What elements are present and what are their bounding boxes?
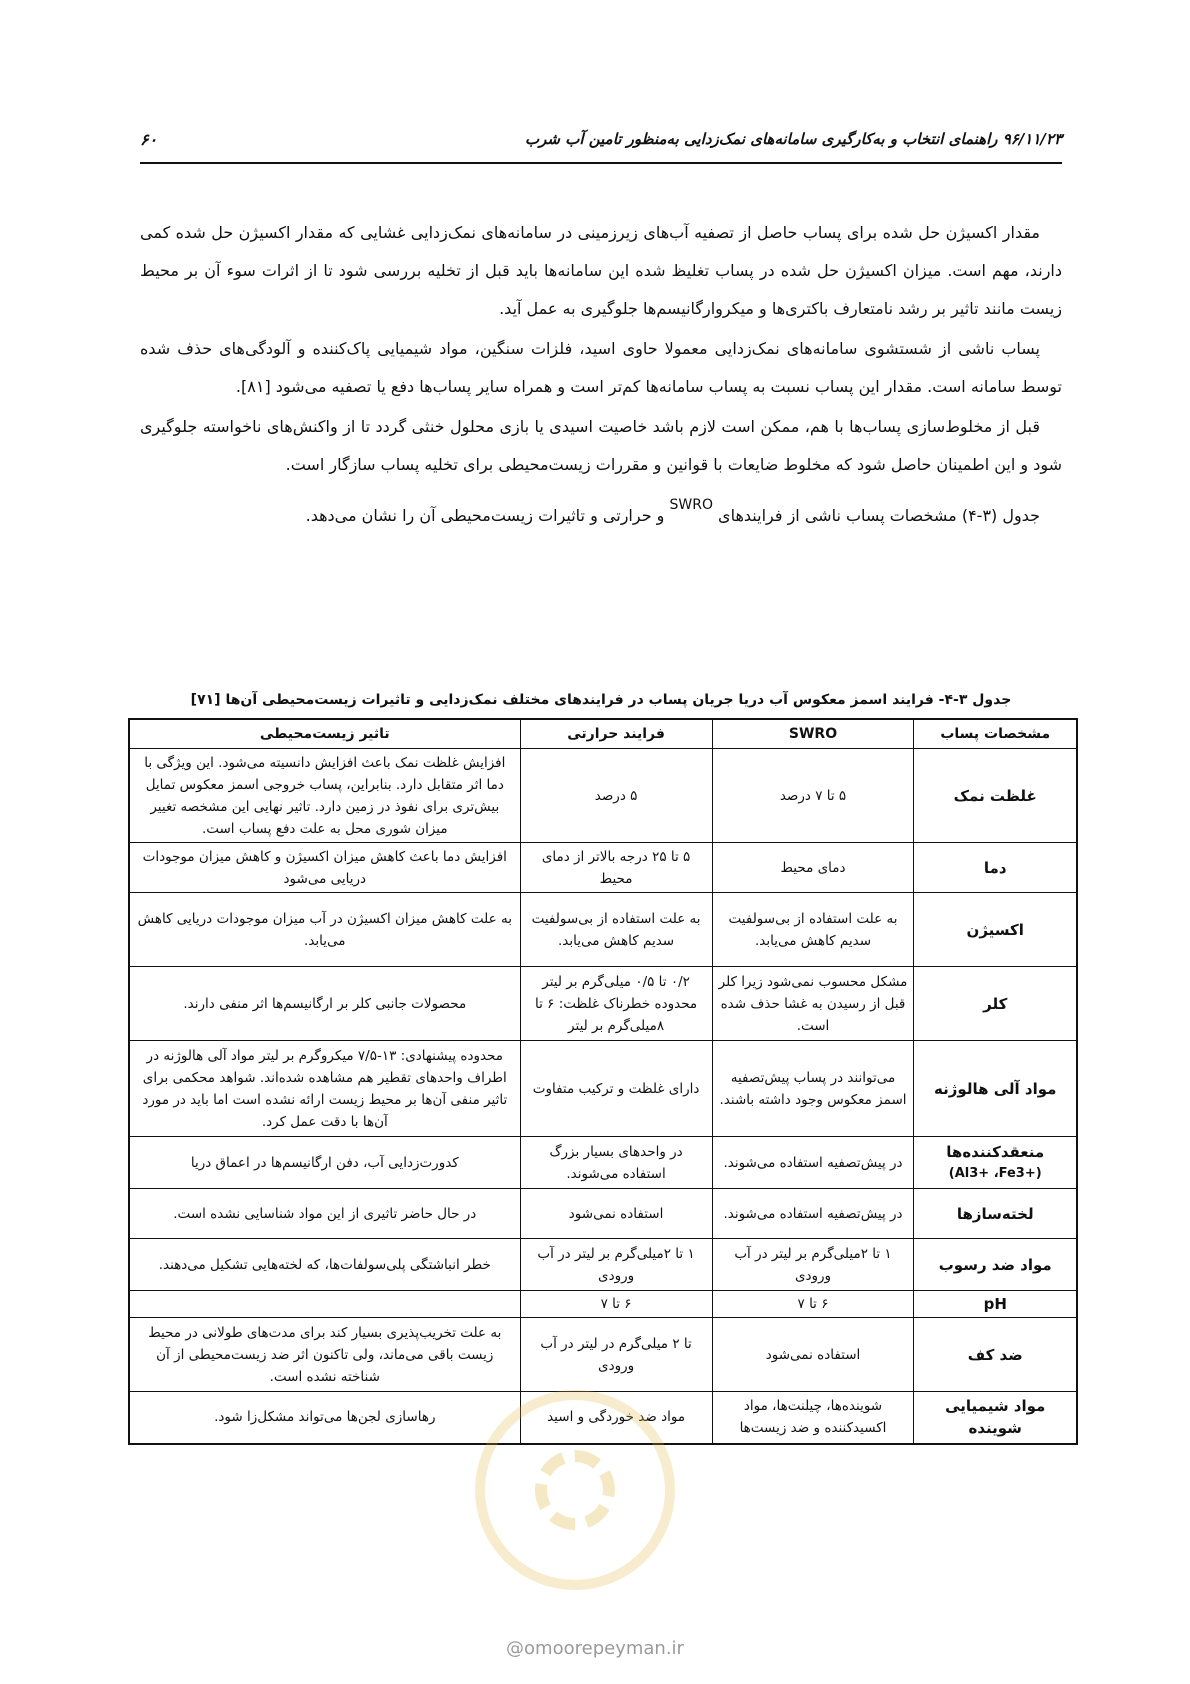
row-label: مواد شیمیایی شوینده xyxy=(914,1392,1077,1444)
environment-cell: افزایش دما باعث کاهش میزان اکسیژن و کاهش میزان موجودات دریایی می‌شود xyxy=(129,843,520,893)
row-label: pH xyxy=(914,1291,1077,1318)
table-caption: جدول ۳-۴- فرایند اسمز معکوس آب دریا جریان پساب در فرایندهای مختلف نمک‌زدایی و تاثیرات زیست‌محیطی آن‌ها [۷۱] xyxy=(190,692,1012,708)
table-row xyxy=(129,749,1077,843)
row-label: ضد کف xyxy=(914,1318,1077,1392)
row-label-text: منعقدکننده‌ها xyxy=(946,1142,1045,1161)
swro-cell: شوینده‌ها، چیلنت‌ها، مواد اکسیدکننده و ضد زیست‌ها xyxy=(712,1392,914,1444)
row-label: کلر xyxy=(914,967,1077,1041)
paragraph: پساب ناشی از شستشوی سامانه‌های نمک‌زدایی معمولا حاوی اسید، فلزات سنگین، مواد شیمیایی پاک‌کننده و آلودگی‌های حذف شده توسط سامانه است. مقدار این پساب نسبت به پساب سامانه‌ها کم‌تر است و همراه سایر پساب‌ها دفع یا تصفیه می‌شود [۸۱]. xyxy=(140,339,1062,396)
swro-cell: ۵ تا ۷ درصد xyxy=(712,749,914,843)
thermal-cell: ۶ تا ۷ xyxy=(520,1291,712,1318)
row-label-ions: (Al3+ ،Fe3+) xyxy=(948,1165,1042,1181)
environment-cell: محدوده پیشنهادی: ۱۳-۷/۵ میکروگرم بر لیتر مواد آلی هالوژنه در اطراف واحدهای تقطیر هم مشاهده شده‌اند. شواهد محکمی برای تاثیر منفی آن‌ها بر محیط زیست ارائه نشده است اما باید در مورد آن‌ها با دقت عمل کرد. xyxy=(129,1041,520,1137)
table-row xyxy=(129,843,1077,893)
thermal-cell: ۱ تا ۲میلی‌گرم بر لیتر در آب ورودی xyxy=(520,1239,712,1291)
swro-cell: ۶ تا ۷ xyxy=(712,1291,914,1318)
paragraph: مقدار اکسیژن حل شده برای پساب حاصل از تصفیه آب‌های زیرزمینی در سامانه‌های نمک‌زدایی غشایی که مقدار اکسیژن حل شده کمی دارند، مهم است. میزان اکسیژن حل شده در پساب تغلیظ شده این سامانه‌ها باید قبل از تخلیه بررسی شود تا از اثرات سوء آن بر محیط زیست مانند تاثیر بر رشد نامتعارف باکتری‌ها و میکروارگانیسم‌ها جلوگیری به عمل آید. xyxy=(140,223,1062,318)
row-label xyxy=(914,1137,1077,1189)
swro-cell: دمای محیط xyxy=(712,843,914,893)
paragraph-table-reference xyxy=(140,486,1062,535)
environment-cell: به علت تخریب‌پذیری بسیار کند برای مدت‌های طولانی در محیط زیست باقی می‌ماند، ولی تاکنون اثر ضد زیست‌محیطی از آن شناخته نشده است. xyxy=(129,1318,520,1392)
body-text xyxy=(140,214,1062,537)
swro-cell: در پیش‌تصفیه استفاده می‌شوند. xyxy=(712,1137,914,1189)
header-cell: SWRO xyxy=(712,719,914,749)
table-row xyxy=(129,1239,1077,1291)
para-text: و حرارتی و تاثیرات زیست‌محیطی آن را نشان می‌دهد. xyxy=(305,506,670,525)
row-label: اکسیژن xyxy=(914,893,1077,967)
environment-cell: افزایش غلظت نمک باعث افزایش دانسیته می‌شود. این ویژگی با دما اثر متقابل دارد. بنابراین، پساب خروجی اسمز معکوس تمایل بیش‌تری برای نفوذ در زمین دارد. تاثیر نهایی این مشخصه تغییر میزان شوری محل به علت دفع پساب است. xyxy=(129,749,520,843)
para-text: جدول (۳-۴) مشخصات پساب ناشی از فرایندهای xyxy=(712,506,1040,525)
table-row xyxy=(129,1137,1077,1189)
row-label: لخته‌سازها xyxy=(914,1189,1077,1239)
swro-cell: ۱ تا ۲میلی‌گرم بر لیتر در آب ورودی xyxy=(712,1239,914,1291)
paragraph: قبل از مخلوط‌سازی پساب‌ها با هم، ممکن است لازم باشد خاصیت اسیدی یا بازی محلول خنثی گردد تا از واکنش‌های ناخواسته جلوگیری شود و این اطمینان حاصل شود که مخلوط ضایعات با قوانین و مقررات زیست‌محیطی برای تخلیه پساب سازگار است. xyxy=(140,417,1062,474)
environment-cell: محصولات جانبی کلر بر ارگانیسم‌ها اثر منفی دارند. xyxy=(129,967,520,1041)
environment-cell xyxy=(129,1291,520,1318)
header-cell: مشخصات پساب xyxy=(914,719,1077,749)
header-cell: فرایند حرارتی xyxy=(520,719,712,749)
environment-cell: رهاسازی لجن‌ها می‌تواند مشکل‌زا شود. xyxy=(129,1392,520,1444)
swro-cell: مشکل محسوب نمی‌شود زیرا کلر قبل از رسیدن به غشا حذف شده است. xyxy=(712,967,914,1041)
thermal-cell: استفاده نمی‌شود xyxy=(520,1189,712,1239)
running-title: ۹۶/۱۱/۲۳ راهنمای انتخاب و به‌کارگیری سامانه‌های نمک‌زدایی به‌منظور تامین آب شرب xyxy=(525,130,1062,148)
row-label: دما xyxy=(914,843,1077,893)
thermal-cell: در واحدهای بسیار بزرگ استفاده می‌شوند. xyxy=(520,1137,712,1189)
environment-cell: در حال حاضر تاثیری از این مواد شناسایی نشده است. xyxy=(129,1189,520,1239)
table-row xyxy=(129,893,1077,967)
page-header xyxy=(140,128,1062,164)
thermal-cell: دارای غلظت و ترکیب متفاوت xyxy=(520,1041,712,1137)
environment-cell: خطر انباشتگی پلی‌سولفات‌ها، که لخته‌هایی تشکیل می‌دهند. xyxy=(129,1239,520,1291)
thermal-cell: به علت استفاده از بی‌سولفیت سدیم کاهش می‌یابد. xyxy=(520,893,712,967)
row-label: غلظت نمک xyxy=(914,749,1077,843)
thermal-cell: ۵ درصد xyxy=(520,749,712,843)
table-header-row xyxy=(129,719,1077,749)
table-row xyxy=(129,967,1077,1041)
swro-cell: استفاده نمی‌شود xyxy=(712,1318,914,1392)
table-row xyxy=(129,1318,1077,1392)
swro-cell: به علت استفاده از بی‌سولفیت سدیم کاهش می‌یابد. xyxy=(712,893,914,967)
environment-cell: کدورت‌زدایی آب، دفن ارگانیسم‌ها در اعماق دریا xyxy=(129,1137,520,1189)
gear-icon xyxy=(535,1450,615,1530)
table-row xyxy=(129,1041,1077,1137)
page-number: ۶۰ xyxy=(140,130,158,149)
row-label: مواد آلی هالوژنه xyxy=(914,1041,1077,1137)
row-label: مواد ضد رسوب xyxy=(914,1239,1077,1291)
table-row xyxy=(129,1189,1077,1239)
table-row xyxy=(129,1392,1077,1444)
thermal-cell: مواد ضد خوردگی و اسید xyxy=(520,1392,712,1444)
thermal-cell: ۰/۲ تا ۰/۵ میلی‌گرم بر لیتر محدوده خطرناک غلظت: ۶ تا ۸میلی‌گرم بر لیتر xyxy=(520,967,712,1041)
swro-cell: در پیش‌تصفیه استفاده می‌شوند. xyxy=(712,1189,914,1239)
thermal-cell: ۵ تا ۲۵ درجه بالاتر از دمای محیط xyxy=(520,843,712,893)
effluent-table xyxy=(128,718,1078,1445)
environment-cell: به علت کاهش میزان اکسیژن در آب میزان موجودات دریایی کاهش می‌یابد. xyxy=(129,893,520,967)
swro-label: SWRO xyxy=(669,497,713,513)
swro-cell: می‌توانند در پساب پیش‌تصفیه اسمز معکوس وجود داشته باشند. xyxy=(712,1041,914,1137)
header-cell: تاثیر زیست‌محیطی xyxy=(129,719,520,749)
table-row xyxy=(129,1291,1077,1318)
site-watermark: @omoorepeyman.ir xyxy=(506,1638,684,1659)
thermal-cell: تا ۲ میلی‌گرم در لیتر در آب ورودی xyxy=(520,1318,712,1392)
